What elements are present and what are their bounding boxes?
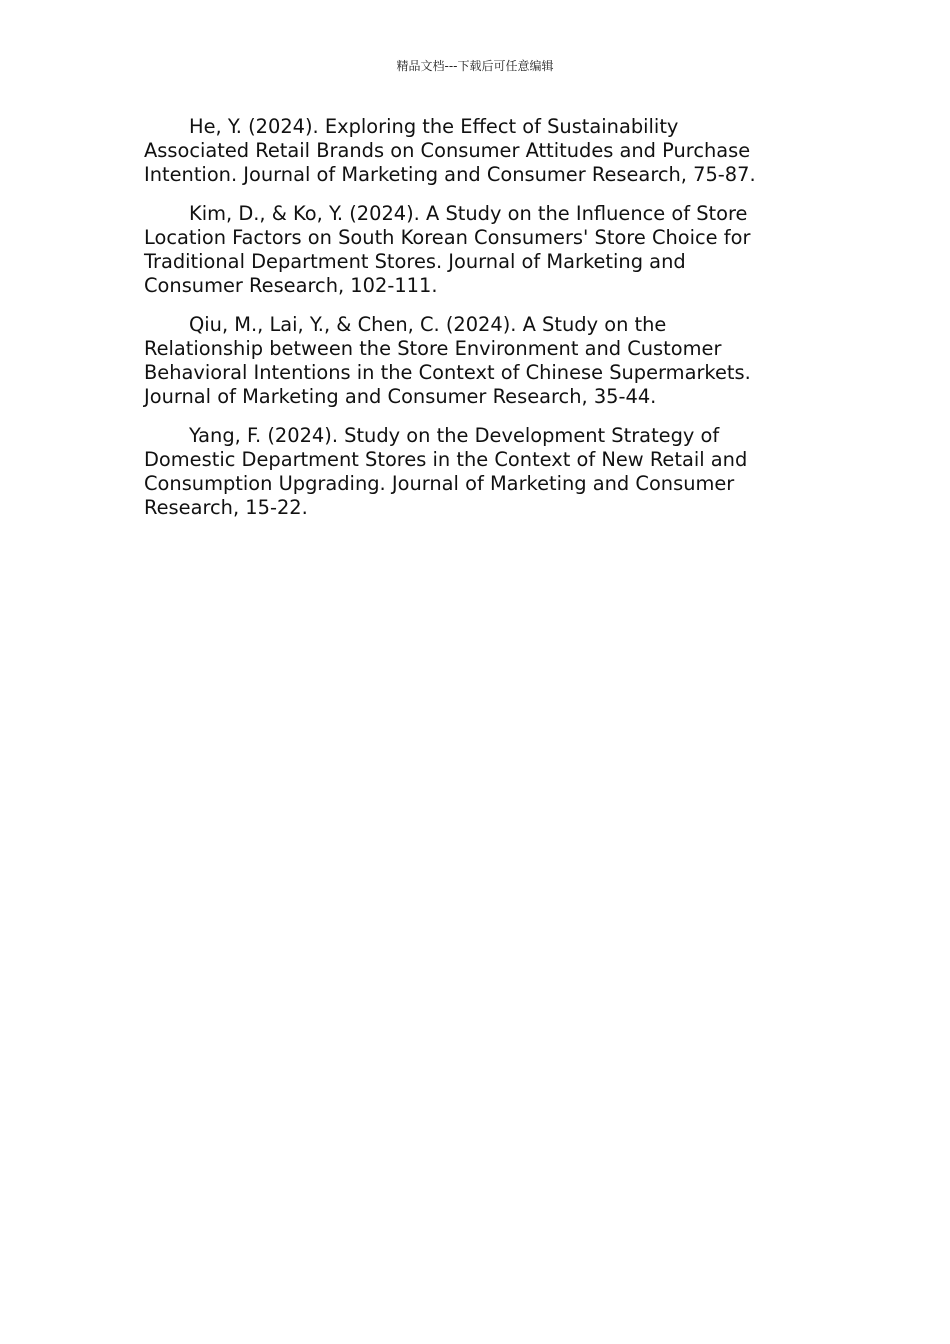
reference-list	[144, 115, 824, 535]
reference-entry	[144, 424, 824, 520]
reference-line: Kim, D., & Ko, Y. (2024). A Study on the Influence of Store	[189, 202, 748, 225]
reference-entry	[144, 313, 824, 409]
reference-line: Associated Retail Brands on Consumer Attitudes and Purchase	[144, 139, 751, 162]
reference-entry	[144, 115, 824, 187]
reference-line: Relationship between the Store Environment and Customer	[144, 337, 722, 360]
reference-line: Behavioral Intentions in the Context of Chinese Supermarkets.	[144, 361, 751, 384]
page-header: 精品文档---下载后可任意编辑	[396, 59, 554, 73]
reference-line: Traditional Department Stores. Journal of Marketing and	[144, 250, 686, 273]
reference-entry	[144, 202, 824, 298]
reference-line: Yang, F. (2024). Study on the Development Strategy of	[189, 424, 720, 447]
reference-line: Consumption Upgrading. Journal of Marketing and Consumer	[144, 472, 735, 495]
reference-line: Location Factors on South Korean Consumers' Store Choice for	[144, 226, 751, 249]
reference-line: Research, 15-22.	[144, 496, 308, 519]
reference-line: Consumer Research, 102-111.	[144, 274, 438, 297]
reference-line: He, Y. (2024). Exploring the Effect of Sustainability	[189, 115, 679, 138]
reference-line: Domestic Department Stores in the Context of New Retail and	[144, 448, 748, 471]
reference-line: Qiu, M., Lai, Y., & Chen, C. (2024). A Study on the	[189, 313, 667, 336]
reference-line: Intention. Journal of Marketing and Consumer Research, 75-87.	[144, 163, 756, 186]
reference-line: Journal of Marketing and Consumer Research, 35-44.	[144, 385, 657, 408]
